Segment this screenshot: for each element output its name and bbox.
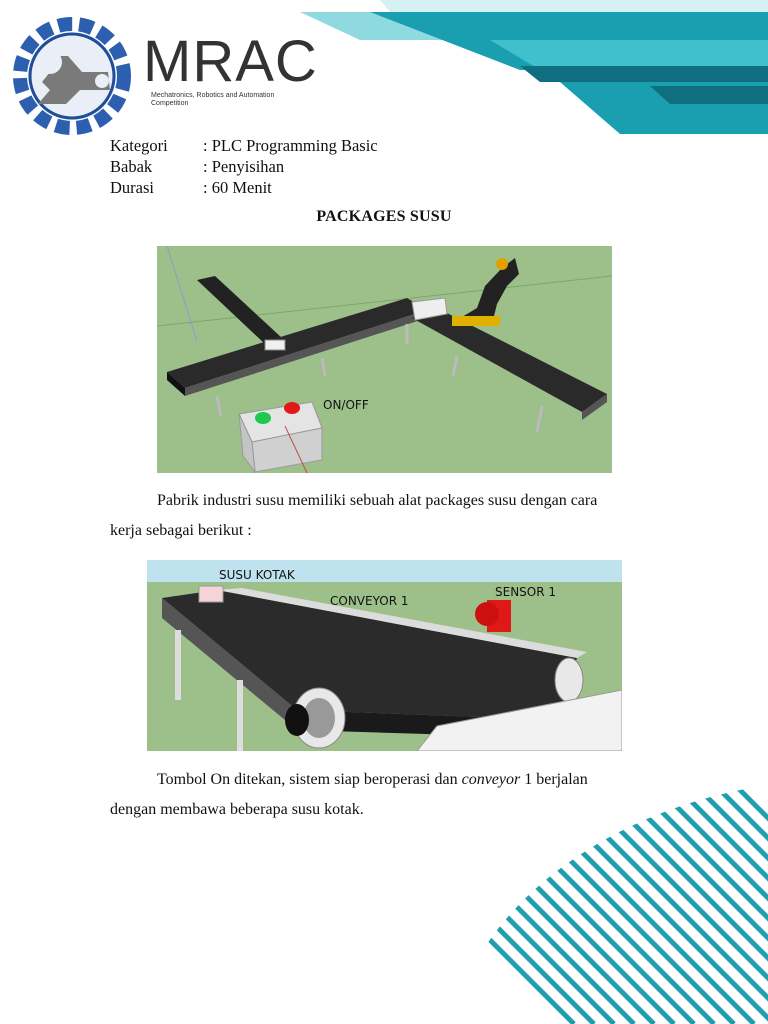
logo-subtitle-2: Competition [151,100,189,107]
meta-kategori-label: Kategori [110,136,168,155]
footer-stripes-decoration [455,785,768,1024]
paragraph-1-line-1: Pabrik industri susu memiliki sebuah alat packages susu dengan cara [157,492,598,509]
paragraph-2-part-1: Tombol On ditekan, sistem siap beroperasi dan [157,771,462,788]
label-susu-kotak: SUSU KOTAK [219,568,295,582]
meta-durasi [110,177,272,198]
paragraph-2-line-2: dengan membawa beberapa susu kotak. [110,801,364,818]
paragraph-2-italic: conveyor [461,771,521,788]
logo-subtitle: Mechatronics, Robotics and Automation [151,92,275,99]
paragraph-1-line-2: kerja sebagai berikut : [110,522,252,539]
meta-babak-label: Babak [110,157,153,176]
meta-kategori-value: : PLC Programming Basic [203,136,378,155]
logo-name: MRAC [143,29,318,94]
paragraph-2-part-2: 1 berjalan [520,771,588,788]
onoff-label: ON/OFF [323,398,369,412]
on-button-icon [255,412,271,424]
meta-kategori [110,135,378,156]
conveyor-system-figure [157,246,612,473]
meta-babak [110,156,284,177]
meta-durasi-label: Durasi [110,178,154,197]
off-button-icon [284,402,300,414]
label-conveyor-1: CONVEYOR 1 [330,594,409,608]
page-title: PACKAGES SUSU [316,208,452,225]
label-sensor-1: SENSOR 1 [495,585,557,599]
gear-logo-icon [10,16,134,136]
header-decoration [290,0,768,140]
paragraph-1 [110,486,660,546]
conveyor-closeup-figure [147,560,622,751]
meta-durasi-value: : 60 Menit [203,178,272,197]
meta-babak-value: : Penyisihan [203,157,285,176]
